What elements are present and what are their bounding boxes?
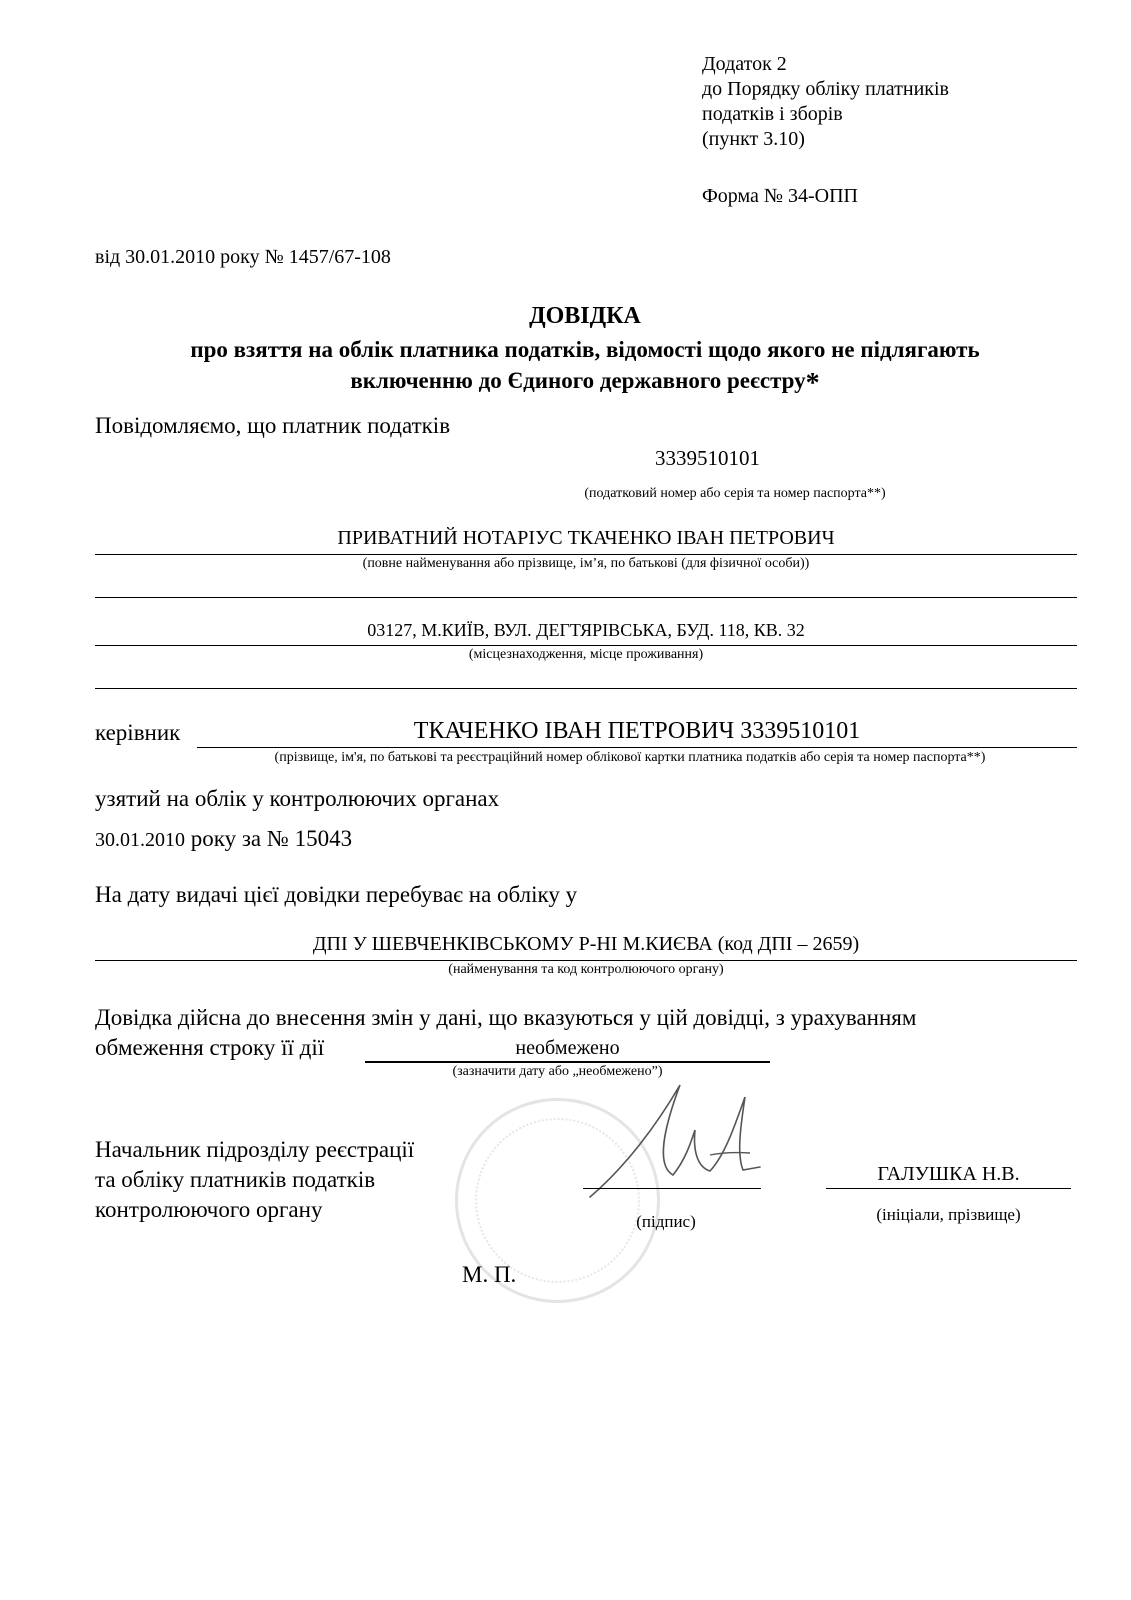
name-caption: (повне найменування або прізвище, ім’я, по батькові (для фізичної особи)) <box>362 556 810 571</box>
registered-date: 30.01.2010 <box>95 829 185 851</box>
position-line-1: Начальник підрозділу реєстрації <box>95 1137 415 1162</box>
tax-number: 3339510101 <box>655 446 760 470</box>
document-subtitle-2 <box>0 368 1131 400</box>
stamp-place-mp: М. П. <box>462 1262 517 1287</box>
appendix-line-2: до Порядку обліку платників <box>702 78 949 100</box>
subtitle-text: включенню до Єдиного державного реєстру <box>350 368 806 393</box>
signature-caption: (підпис) <box>636 1212 696 1231</box>
signatory-name-caption: (ініціали, прізвище) <box>876 1205 1021 1224</box>
head-underline <box>197 747 1077 748</box>
current-text: На дату видачі цієї довідки перебуває на обліку у <box>95 882 578 907</box>
signatory-position <box>95 1135 414 1225</box>
appendix-line-4: (пункт 3.10) <box>702 128 805 150</box>
address-caption: (місцезнаходження, місце проживання) <box>468 647 704 662</box>
validity-text-2: обмеження строку її дії <box>95 1035 325 1060</box>
signatory-name: ГАЛУШКА Н.В. <box>877 1163 1020 1185</box>
payer-address: 03127, М.КИЇВ, ВУЛ. ДЕГТЯРІВСЬКА, БУД. 118, КВ. 32 <box>367 620 805 640</box>
validity-caption: (зазначити дату або „необмежено”) <box>452 1064 663 1079</box>
authority-name: ДПІ У ШЕВЧЕНКІВСЬКОМУ Р-НІ М.КИЄВА (код ДПІ – 2659) <box>312 933 860 955</box>
blank-line-2 <box>95 688 1077 689</box>
appendix-line-1: Додаток 2 <box>702 53 787 75</box>
registered-number: року за № 15043 <box>185 826 353 851</box>
address-underline <box>95 645 1077 646</box>
payer-name: ПРИВАТНИЙ НОТАРІУС ТКАЧЕНКО ІВАН ПЕТРОВИЧ <box>337 527 835 549</box>
authority-underline <box>95 960 1077 961</box>
head-caption: (прізвище, ім'я, по батькові та реєстраційний номер облікової картки платника податків або серія та номер паспорта**) <box>274 750 986 765</box>
validity-underline <box>365 1061 770 1063</box>
validity-text-1: Довідка дійсна до внесення змін у дані, що вказуються у цій довідці, з урахуванням <box>95 1005 917 1030</box>
blank-line-1 <box>95 597 1077 598</box>
authority-caption: (найменування та код контролюючого органу) <box>448 962 724 977</box>
handwritten-signature <box>585 1075 775 1205</box>
registered-text: узятий на облік у контролюючих органах <box>95 786 500 811</box>
document-title: ДОВІДКА <box>529 303 641 329</box>
signature-underline <box>583 1188 761 1189</box>
tax-number-caption: (податковий номер або серія та номер паспорта**) <box>584 486 886 501</box>
head-value: ТКАЧЕНКО ІВАН ПЕТРОВИЧ 3339510101 <box>413 718 861 744</box>
intro-text: Повідомляємо, що платник податків <box>95 413 451 438</box>
reference-number: від 30.01.2010 року № 1457/67-108 <box>95 246 391 268</box>
document-subtitle-1: про взяття на облік платника податків, відомості щодо якого не підлягають <box>190 337 980 362</box>
name-signature-underline <box>826 1188 1071 1189</box>
validity-value: необмежено <box>515 1037 620 1059</box>
name-underline <box>95 554 1077 555</box>
position-line-3: контролюючого органу <box>95 1197 323 1222</box>
appendix-block <box>702 52 949 152</box>
position-line-2: та обліку платників податків <box>95 1167 376 1192</box>
appendix-line-3: податків і зборів <box>702 103 843 125</box>
form-number: Форма № 34-ОПП <box>702 185 858 207</box>
asterisk: * <box>805 368 820 399</box>
registered-line <box>95 826 352 852</box>
head-label: керівник <box>95 720 181 745</box>
